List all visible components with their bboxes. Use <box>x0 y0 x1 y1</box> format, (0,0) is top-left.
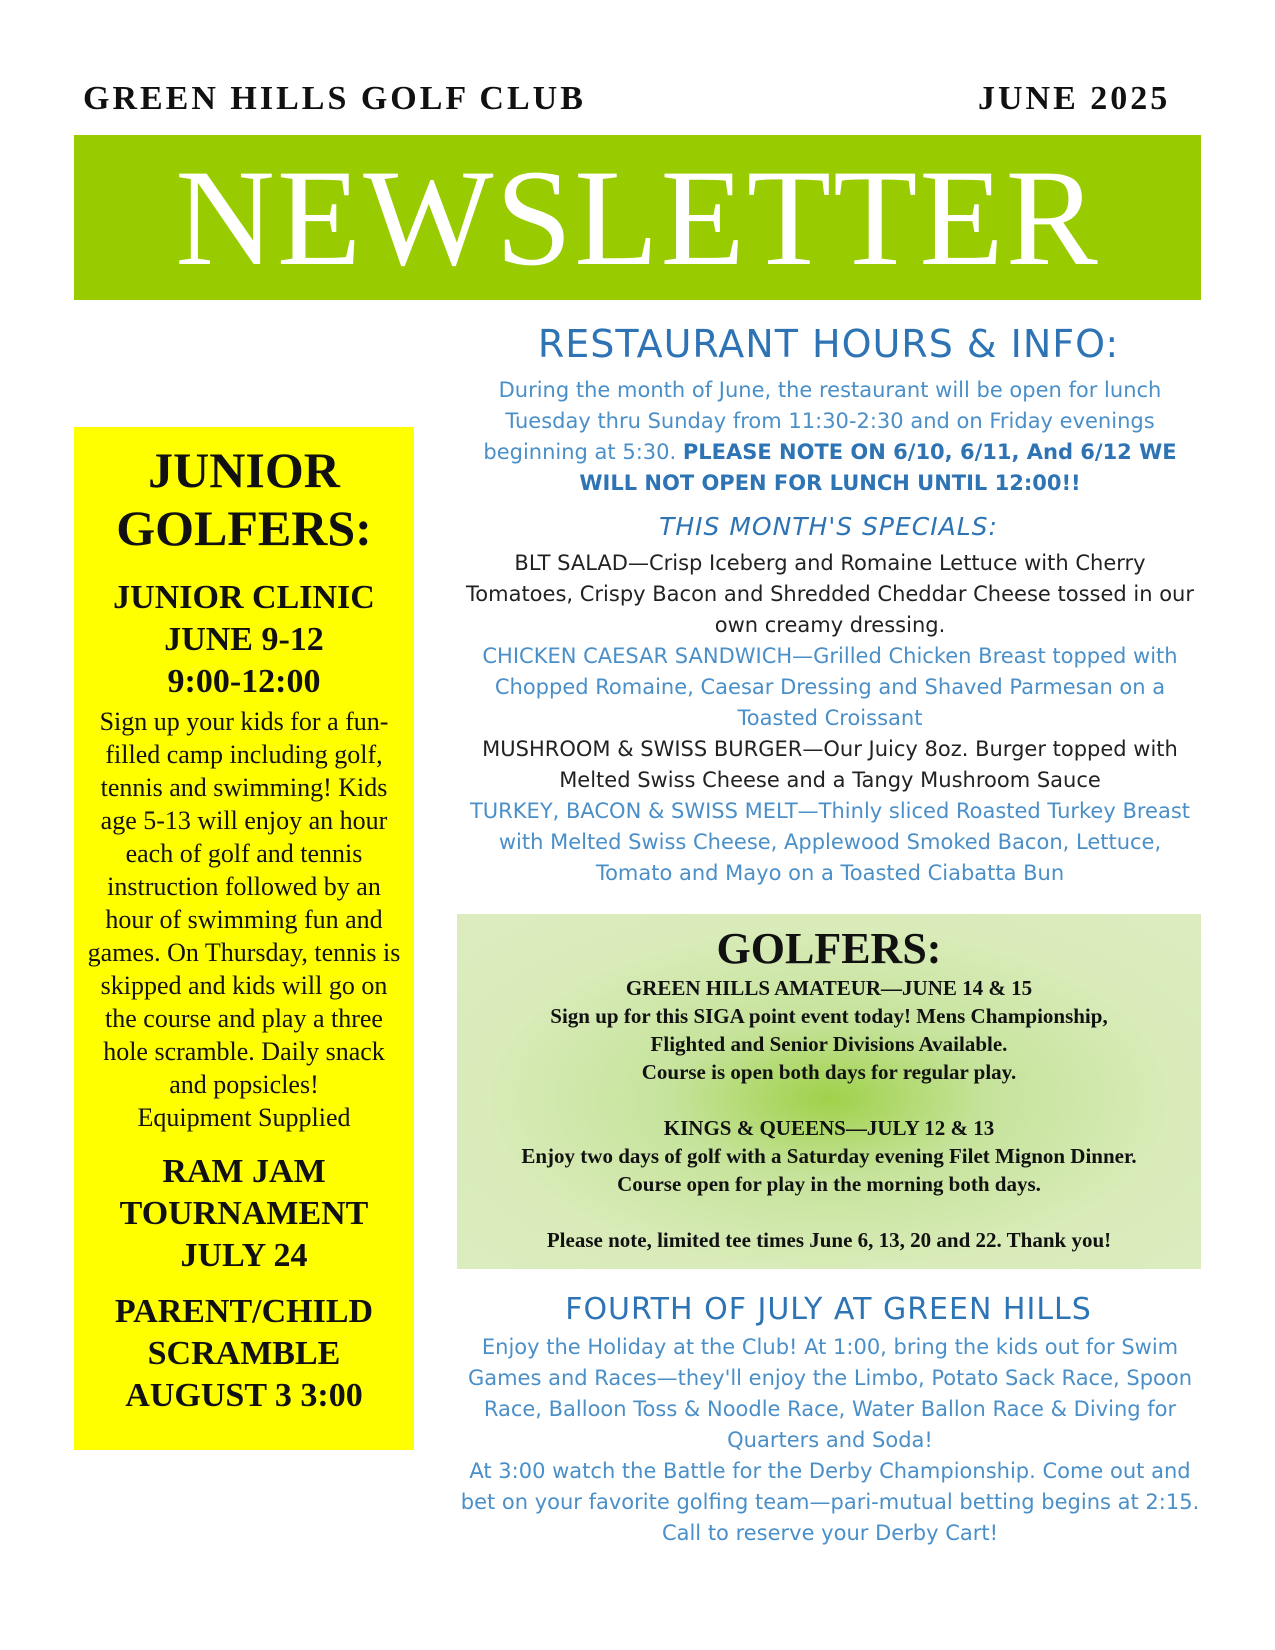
kings-queens-line: Course open for play in the morning both days. <box>617 1172 1041 1196</box>
ramjam-line2: TOURNAMENT <box>119 1195 369 1232</box>
restaurant-title: RESTAURANT HOURS & INFO: <box>537 322 1120 366</box>
fourth-paragraph: At 3:00 watch the Battle for the Derby Championship. Come out and bet on your favorite golfing team—pari-mutual betting begins at 2:15. Call to reserve your Derby Cart! <box>460 1459 1200 1545</box>
equipment-note: Equipment Supplied <box>137 1103 351 1132</box>
club-name: GREEN HILLS GOLF CLUB <box>83 80 586 117</box>
amateur-event-title: GREEN HILLS AMATEUR—JUNE 14 & 15 <box>625 976 1033 1000</box>
fourth-of-july-title: FOURTH OF JULY AT GREEN HILLS <box>565 1292 1092 1327</box>
kings-queens-line: Enjoy two days of golf with a Saturday evening Filet Mignon Dinner. <box>521 1144 1137 1168</box>
clinic-dates: JUNE 9-12 <box>164 621 324 658</box>
kings-queens-title: KINGS & QUEENS—JULY 12 & 13 <box>663 1116 995 1140</box>
golfers-panel <box>457 914 1201 1269</box>
ramjam-date: JULY 24 <box>180 1237 308 1274</box>
clinic-title: JUNIOR CLINIC <box>113 579 375 616</box>
tee-times-note: Please note, limited tee times June 6, 13, 20 and 22. Thank you! <box>546 1228 1112 1252</box>
junior-title-line1: JUNIOR <box>148 442 340 498</box>
issue-date: JUNE 2025 <box>978 80 1171 117</box>
newsletter-banner <box>74 135 1201 300</box>
spacer <box>457 1086 1201 1114</box>
clinic-time: 9:00-12:00 <box>167 663 321 700</box>
spacer <box>457 1198 1201 1226</box>
amateur-event-line: Sign up for this SIGA point event today! Mens Championship, <box>550 1004 1108 1028</box>
special-item: TURKEY, BACON & SWISS MELT—Thinly sliced Roasted Turkey Breast with Melted Swiss Cheese, Applewood Smoked Bacon, Lettuce, Tomato and Mayo on a Toasted Ciabatta Bun <box>469 799 1190 885</box>
specials-list <box>460 548 1200 889</box>
special-item: CHICKEN CAESAR SANDWICH—Grilled Chicken Breast topped with Chopped Romaine, Caesar Dressing and Shaved Parmesan on a Toasted Croissant <box>482 644 1178 730</box>
junior-golfers-panel <box>74 427 414 1450</box>
banner-title: NEWSLETTER <box>175 141 1100 294</box>
parent-child-line2: SCRAMBLE <box>147 1335 341 1372</box>
parent-child-line1: PARENT/CHILD <box>114 1293 374 1330</box>
special-item: MUSHROOM & SWISS BURGER—Our Juicy 8oz. Burger topped with Melted Swiss Cheese and a Tangy Mushroom Sauce <box>482 737 1178 792</box>
junior-title-line2: GOLFERS: <box>116 500 372 556</box>
parent-child-date: AUGUST 3 3:00 <box>125 1377 363 1414</box>
fourth-of-july-info <box>460 1332 1200 1549</box>
ramjam-line1: RAM JAM <box>162 1153 326 1190</box>
specials-title: THIS MONTH'S SPECIALS: <box>659 512 998 541</box>
golfers-title: GOLFERS: <box>716 924 942 973</box>
restaurant-info <box>460 375 1200 499</box>
fourth-paragraph: Enjoy the Holiday at the Club! At 1:00, bring the kids out for Swim Games and Races—they'll enjoy the Limbo, Potato Sack Race, Spoon Race, Balloon Toss & Noodle Race, Water Ballon Race & Diving for Quarters and Soda! <box>467 1335 1193 1452</box>
amateur-event-line: Course is open both days for regular play. <box>641 1060 1017 1084</box>
special-item: BLT SALAD—Crisp Iceberg and Romaine Lettuce with Cherry Tomatoes, Crispy Bacon and Shredded Cheddar Cheese tossed in our own creamy dressing. <box>466 551 1194 637</box>
amateur-event-line: Flighted and Senior Divisions Available. <box>650 1032 1008 1056</box>
restaurant-notice: PLEASE NOTE ON 6/10, 6/11, And 6/12 WE WILL NOT OPEN FOR LUNCH UNTIL 12:00!! <box>579 440 1177 495</box>
clinic-description: Sign up your kids for a fun-filled camp including golf, tennis and swimming! Kids age 5-13 will enjoy an hour each of golf and tennis instruction followed by an hour of swimming fun and games. On Thursday, tennis is skipped and kids will go on the course and play a three hole scramble. Daily snack and popsicles! <box>87 707 401 1099</box>
restaurant-hours: During the month of June, the restaurant will be open for lunch Tuesday thru Sunday from 11:30-2:30 and on Friday evenings beginning at 5:30. <box>483 378 1162 464</box>
